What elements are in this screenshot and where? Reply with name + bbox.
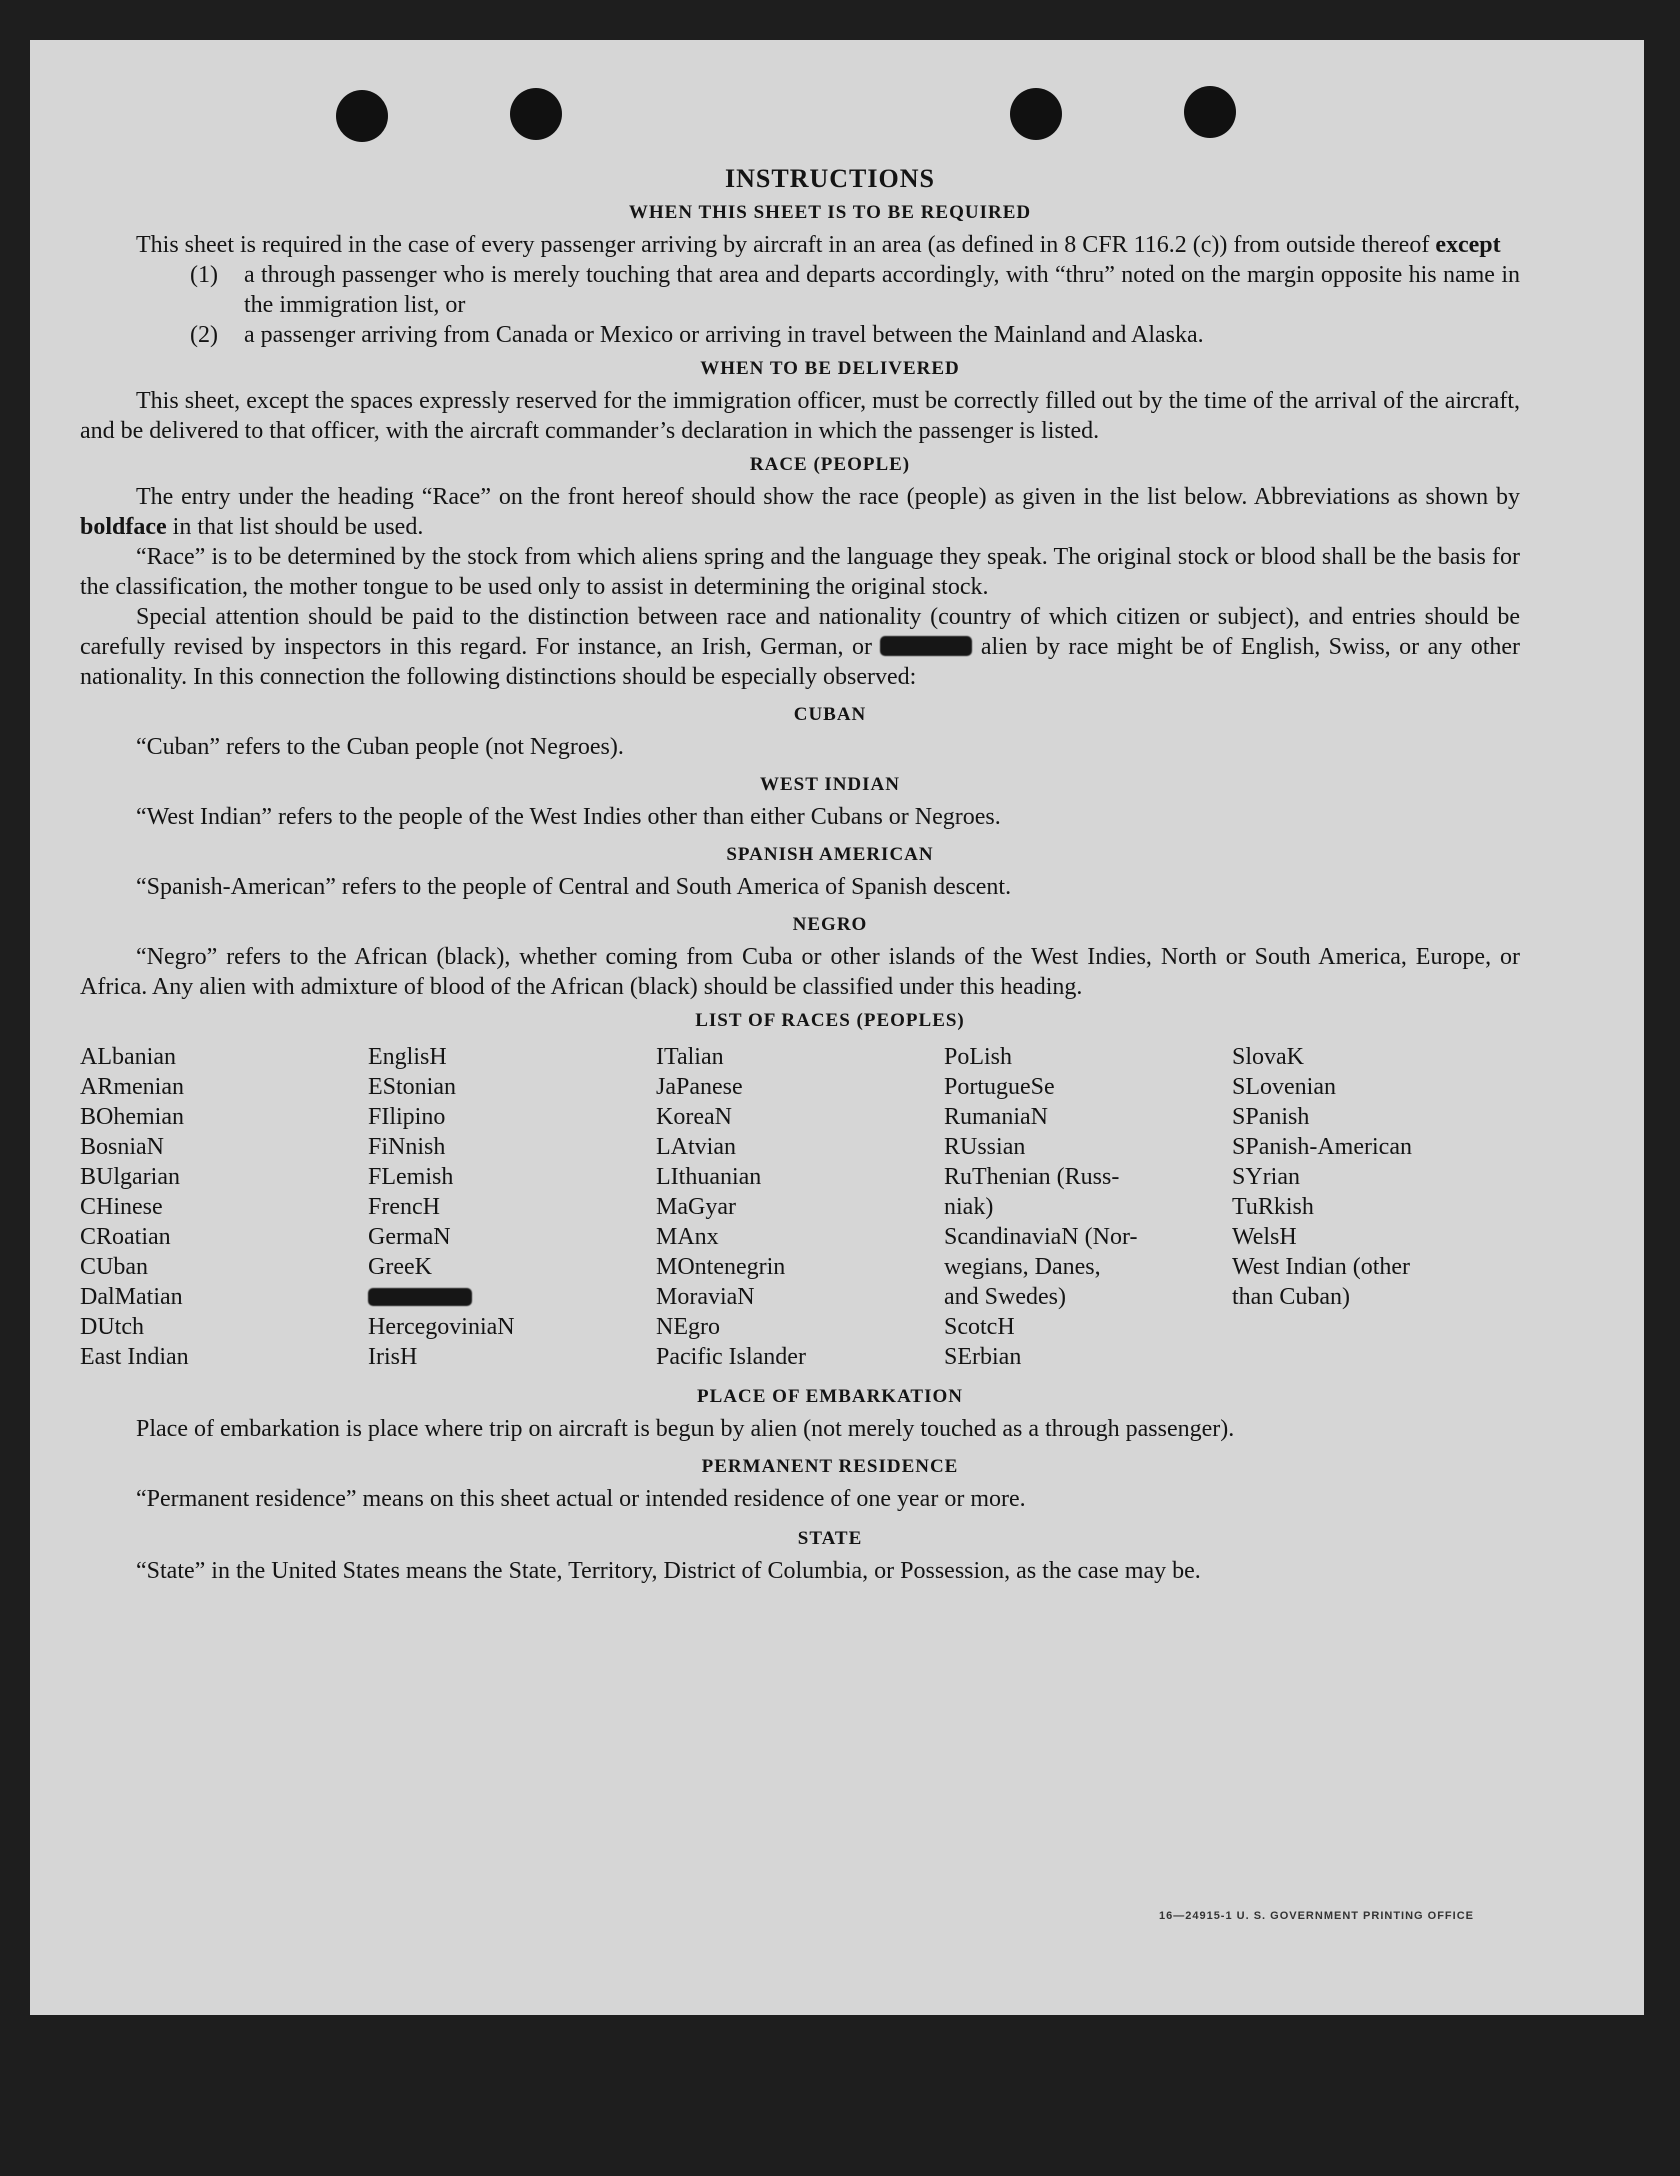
embarkation-paragraph: Place of embarkation is place where trip on aircraft is begun by alien (not merely touched as a through passenger). bbox=[136, 1416, 1235, 1442]
section-heading-residence: PERMANENT RESIDENCE bbox=[701, 1456, 959, 1477]
definition-cuban: “Cuban” refers to the Cuban people (not Negroes). bbox=[136, 734, 624, 760]
race-item: ALbanian bbox=[80, 1044, 176, 1070]
race-item: BosniaN bbox=[80, 1134, 164, 1160]
section-heading-when-required: WHEN THIS SHEET IS TO BE REQUIRED bbox=[628, 202, 1032, 223]
race-column-4 bbox=[944, 1042, 1232, 1372]
race-item: SPanish-American bbox=[1232, 1134, 1412, 1160]
race-p1-text-end: in that list should be used. bbox=[166, 514, 424, 540]
race-item: NEgro bbox=[656, 1314, 720, 1340]
race-item: EStonian bbox=[368, 1074, 456, 1100]
race-item: ScotcH bbox=[944, 1314, 1015, 1340]
section-heading-embarkation: PLACE OF EMBARKATION bbox=[697, 1386, 963, 1407]
race-paragraph-2: “Race” is to be determined by the stock from which aliens spring and the language they speak. The original stock or blood shall be the basis for the classification, the mother tongue to be used only to assist in determining the original stock. bbox=[80, 544, 1520, 600]
race-item: MoraviaN bbox=[656, 1284, 755, 1310]
race-item: MAnx bbox=[656, 1224, 719, 1250]
race-column-2 bbox=[368, 1042, 656, 1372]
race-item: DUtch bbox=[80, 1314, 144, 1340]
residence-definition: “Permanent residence” means on this sheet actual or intended residence of one year or more. bbox=[136, 1486, 1026, 1512]
race-item: GermaN bbox=[368, 1224, 451, 1250]
race-p1-text: The entry under the heading “Race” on the front hereof should show the race (people) as given in the list below. Abbreviations as shown by bbox=[136, 484, 1520, 510]
document-page bbox=[30, 40, 1644, 2015]
redaction-mark bbox=[880, 636, 972, 656]
race-item: RuThenian (Russ- niak) bbox=[944, 1164, 1120, 1220]
section-heading-race: RACE (PEOPLE) bbox=[749, 454, 911, 475]
race-item: SYrian bbox=[1232, 1164, 1300, 1190]
race-item: CUban bbox=[80, 1254, 148, 1280]
exception-item bbox=[80, 320, 1520, 350]
race-item: ARmenian bbox=[80, 1074, 184, 1100]
race-item: MaGyar bbox=[656, 1194, 736, 1220]
race-item: TuRkish bbox=[1232, 1194, 1314, 1220]
race-item: FLemish bbox=[368, 1164, 454, 1190]
definition-spanish-american: “Spanish-American” refers to the people of Central and South America of Spanish descent. bbox=[136, 874, 1012, 900]
race-item: MOntenegrin bbox=[656, 1254, 786, 1280]
section-heading-west-indian: WEST INDIAN bbox=[760, 774, 900, 795]
race-item: PortugueSe bbox=[944, 1074, 1055, 1100]
race-p3-text-end: alien by race might be of English, Swiss, or any other nationality. In this connection the following distinctions should be especially observed: bbox=[80, 634, 1521, 690]
race-p3-text: Special attention should be paid to the distinction between race and nationality (country of which citizen or subject), and entries should be carefully revised by inspectors in this regard. For instance, an Irish, German, or bbox=[80, 604, 1520, 660]
race-item: SlovaK bbox=[1232, 1044, 1304, 1070]
race-item: IrisH bbox=[368, 1344, 418, 1370]
redaction-mark bbox=[368, 1288, 472, 1306]
race-paragraph-1 bbox=[80, 482, 1520, 542]
race-item: FiNnish bbox=[368, 1134, 446, 1160]
race-item: ITalian bbox=[656, 1044, 724, 1070]
race-item-redacted bbox=[368, 1282, 656, 1312]
instructions-body bbox=[80, 120, 1520, 1586]
race-list bbox=[80, 1042, 1520, 1372]
race-item: RUssian bbox=[944, 1134, 1026, 1160]
boldface-word: boldface bbox=[80, 514, 167, 540]
race-item: Pacific Islander bbox=[656, 1344, 806, 1370]
exception-text: a passenger arriving from Canada or Mexico or arriving in travel between the Mainland and Alaska. bbox=[244, 322, 1204, 348]
exception-item bbox=[80, 260, 1520, 320]
race-item: JaPanese bbox=[656, 1074, 743, 1100]
race-item: SLovenian bbox=[1232, 1074, 1336, 1100]
definition-negro: “Negro” refers to the African (black), whether coming from Cuba or other islands of the West Indies, North or South America, Europe, or Africa. Any alien with admixture of blood of the African (black) should be classified under this heading. bbox=[80, 944, 1520, 1000]
race-item: DalMatian bbox=[80, 1284, 183, 1310]
race-column-1 bbox=[80, 1042, 368, 1372]
section-heading-state: STATE bbox=[797, 1528, 863, 1549]
race-item: HercegoviniaN bbox=[368, 1314, 515, 1340]
race-item: LIthuanian bbox=[656, 1164, 762, 1190]
race-item: GreeK bbox=[368, 1254, 432, 1280]
race-item: SPanish bbox=[1232, 1104, 1310, 1130]
race-item: SErbian bbox=[944, 1344, 1022, 1370]
race-item: BUlgarian bbox=[80, 1164, 180, 1190]
race-item: FIlipino bbox=[368, 1104, 446, 1130]
race-item: LAtvian bbox=[656, 1134, 736, 1160]
state-paragraph: “State” in the United States means the State, Territory, District of Columbia, or Possession, as the case may be. bbox=[136, 1558, 1201, 1584]
when-required-paragraph bbox=[80, 230, 1520, 260]
race-column-5 bbox=[1232, 1042, 1520, 1372]
section-heading-negro: NEGRO bbox=[792, 914, 868, 935]
race-column-3 bbox=[656, 1042, 944, 1372]
section-heading-when-delivered: WHEN TO BE DELIVERED bbox=[700, 358, 960, 379]
when-delivered-paragraph: This sheet, except the spaces expressly reserved for the immigration officer, must be correctly filled out by the time of the arrival of the aircraft, and be delivered to that officer, with the aircraft commander’s declaration in which the passenger is listed. bbox=[80, 388, 1520, 444]
section-heading-cuban: CUBAN bbox=[793, 704, 867, 725]
printing-office-line: 16—24915-1 U. S. GOVERNMENT PRINTING OFFICE bbox=[1158, 1910, 1474, 1922]
exception-text: a through passenger who is merely touching that area and departs accordingly, with “thru” noted on the margin opposite his name in the immigration list, or bbox=[244, 262, 1520, 318]
race-item: WelsH bbox=[1232, 1224, 1297, 1250]
race-item: EnglisH bbox=[368, 1044, 447, 1070]
when-required-text: This sheet is required in the case of every passenger arriving by aircraft in an area (as defined in 8 CFR 116.2 (c)) from outside thereof bbox=[136, 232, 1436, 258]
definition-west-indian: “West Indian” refers to the people of the West Indies other than either Cubans or Negroes. bbox=[136, 804, 1001, 830]
race-item: East Indian bbox=[80, 1344, 189, 1370]
race-item: CHinese bbox=[80, 1194, 163, 1220]
race-item: KoreaN bbox=[656, 1104, 732, 1130]
section-heading-spanish-american: SPANISH AMERICAN bbox=[726, 844, 934, 865]
race-item: PoLish bbox=[944, 1044, 1013, 1070]
race-item: CRoatian bbox=[80, 1224, 171, 1250]
race-item: West Indian (other than Cuban) bbox=[1232, 1254, 1411, 1310]
page-title: INSTRUCTIONS bbox=[725, 164, 935, 193]
exception-number: (2) bbox=[190, 322, 218, 348]
section-heading-list-of-races: LIST OF RACES (PEOPLES) bbox=[695, 1010, 965, 1031]
race-item: ScandinaviaN (Nor- wegians, Danes, and Swedes) bbox=[944, 1224, 1138, 1310]
race-item: FrencH bbox=[368, 1194, 440, 1220]
race-item: RumaniaN bbox=[944, 1104, 1048, 1130]
race-item: BOhemian bbox=[80, 1104, 184, 1130]
exception-number: (1) bbox=[190, 262, 218, 288]
except-word: except bbox=[1435, 232, 1501, 258]
race-paragraph-3 bbox=[80, 602, 1520, 692]
